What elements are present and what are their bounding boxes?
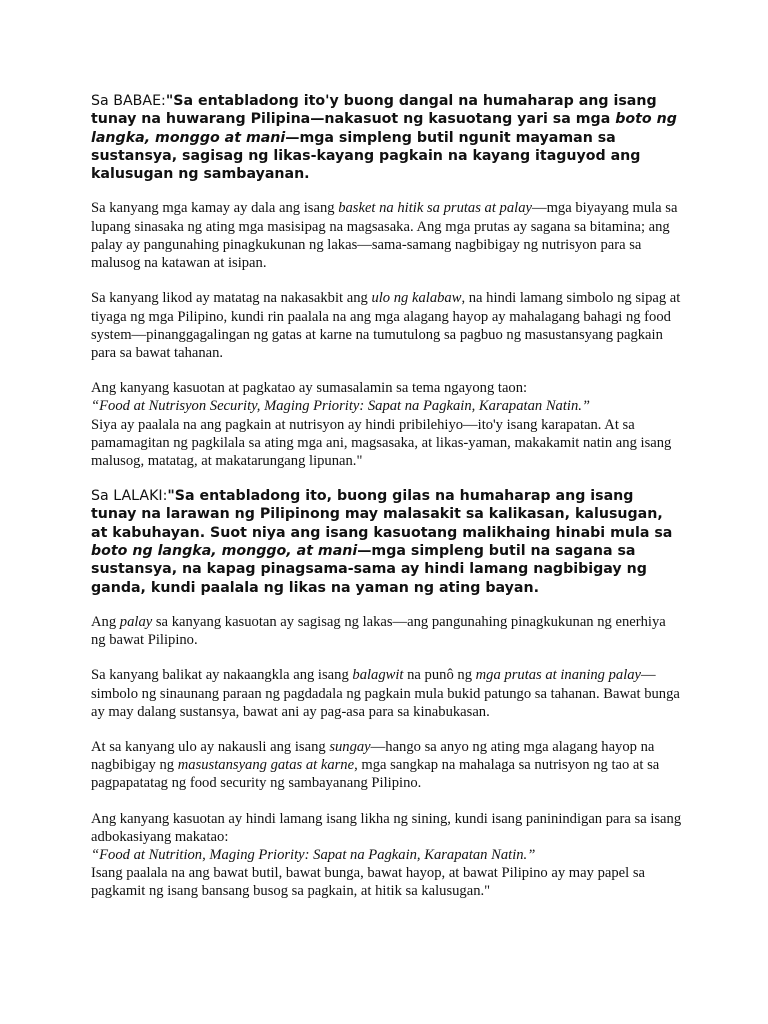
lalaki-balagwit-paragraph xyxy=(91,666,683,721)
lalaki-balagwit-text-b: na punô ng xyxy=(403,667,476,684)
babae-intro-end: —mga simpleng butil ngunit mayaman sa sustansya, sagisag ng likas-kayang pagkain na kayang itaguyod ang kalusugan ng sambayanan. xyxy=(91,129,641,183)
babae-basket-text-b: —mga biyayang mula sa lupang sinasaka ng ating mga masisipag na magsasaka. Ang mga prutas ay sagana sa bitamina; ang palay ay pangunahing pinagkukunan ng lakas—sama-samang nagbibigay ng nutrisyon para sa malusog na katawan at isipan. xyxy=(91,200,678,272)
lalaki-theme-intro: Ang kanyang kasuotan ay hindi lamang isang likha ng sining, kundi isang paninindigan para sa isang adbokasiyang makatao: xyxy=(91,810,682,845)
lalaki-theme-paragraph xyxy=(91,810,683,901)
babae-kalabaw-text-a: Sa kanyang likod ay matatag na nakasakbit ang xyxy=(91,290,372,307)
lalaki-palay-text-a: Ang xyxy=(91,613,120,630)
babae-intro-emphasis: boto ng langka, monggo at mani xyxy=(91,111,677,146)
lalaki-balagwit-text-a: Sa kanyang balikat ay nakaangkla ang isang xyxy=(91,667,353,684)
lalaki-intro-emphasis: boto ng langka, monggo, at mani xyxy=(91,543,358,560)
lalaki-balagwit-emphasis-1: balagwit xyxy=(352,667,404,684)
babae-theme-rest: Siya ay paalala na ang pagkain at nutrisyon ay hindi pribilehiyo—ito'y isang karapatan. At sa pamamagitan ng pagkilala sa ating mga ani, magsasaka, at likas-yaman, makakamit natin ang isang malusog, matatag, at makatarungang lipunan." xyxy=(91,416,672,469)
speaker-label-lalaki: Sa LALAKI: xyxy=(91,488,168,505)
babae-intro-paragraph xyxy=(91,92,683,183)
lalaki-theme-rest: Isang paalala na ang bawat butil, bawat bunga, bawat hayop, at bawat Pilipino ay may papel sa pagkamit ng isang bansang busog sa pagkain, at hitik sa kalusugan." xyxy=(91,865,645,900)
babae-theme-paragraph xyxy=(91,379,683,470)
babae-kalabaw-emphasis: ulo ng kalabaw xyxy=(371,290,462,307)
babae-kalabaw-text-b: , na hindi lamang simbolo ng sipag at tiyaga ng mga Pilipino, kundi rin paalala na ang mga alagang hayop ay mahalagang bahagi ng food system—pinanggagalingan ng gatas at karne na tumutulong sa pagbuo ng masustansyang pagkain para sa bawat tahanan. xyxy=(91,290,681,361)
babae-intro-text: "Sa entabladong ito'y buong dangal na humaharap ang isang tunay na huwarang Pilipina—nakasuot ng kasuotang yari sa mga xyxy=(91,93,657,128)
lalaki-intro-text: "Sa entabladong ito, buong gilas na humaharap ang isang tunay na larawan ng Pilipinong may malasakit sa kalikasan, kalusugan, at kabuhayan. Suot niya ang isang kasuotang malikhaing hinabi mula sa xyxy=(91,488,673,541)
speaker-label-babae: Sa BABAE: xyxy=(91,93,166,109)
lalaki-sungay-text-c: , mga sangkap na mahalaga sa nutrisyon ng tao at sa pagpapatatag ng food security ng sambayanang Pilipino. xyxy=(91,757,660,792)
lalaki-palay-text-b: sa kanyang kasuotan ay sagisag ng lakas—ang pangunahing pinagkukunan ng enerhiya ng bawat Pilipino. xyxy=(91,613,666,649)
lalaki-theme-quote: “Food at Nutrition, Maging Priority: Sapat na Pagkain, Karapatan Natin.” xyxy=(91,846,536,863)
lalaki-sungay-paragraph xyxy=(91,738,683,793)
lalaki-intro-paragraph xyxy=(91,487,683,597)
lalaki-palay-emphasis: palay xyxy=(119,613,153,630)
babae-basket-paragraph xyxy=(91,199,683,272)
babae-theme-intro: Ang kanyang kasuotan at pagkatao ay sumasalamin sa tema ngayong taon: xyxy=(91,380,528,397)
lalaki-sungay-text-a: At sa kanyang ulo ay nakausli ang isang xyxy=(91,738,330,755)
babae-basket-text-a: Sa kanyang mga kamay ay dala ang isang xyxy=(91,200,339,217)
lalaki-sungay-emphasis-2: masustansyang gatas at karne xyxy=(177,757,355,774)
babae-basket-emphasis: basket na hitik sa prutas at palay xyxy=(338,200,532,217)
lalaki-sungay-text-b: —hango sa anyo ng ating mga alagang hayop na nagbibigay ng xyxy=(91,738,655,774)
lalaki-palay-paragraph xyxy=(91,613,683,649)
document-page xyxy=(91,88,683,901)
lalaki-intro-end: —mga simpleng butil na sagana sa sustansya, na kapag pinagsama-sama ay hindi lamang nagbibigay ng ganda, kundi paalala ng likas na yaman ng ating bayan. xyxy=(91,543,647,596)
lalaki-sungay-emphasis-1: sungay xyxy=(329,738,371,755)
babae-theme-quote: “Food at Nutrisyon Security, Maging Priority: Sapat na Pagkain, Karapatan Natin.” xyxy=(91,398,591,415)
lalaki-balagwit-text-c: —simbolo ng sinaunang paraan ng pagdadala ng pagkain mula bukid patungo sa tahanan. Bawat bunga ay may dalang sustansya, bawat ani ay pag-asa para sa kinabukasan. xyxy=(91,667,680,720)
lalaki-balagwit-emphasis-2: mga prutas at inaning palay xyxy=(475,667,642,684)
babae-kalabaw-paragraph xyxy=(91,289,683,362)
